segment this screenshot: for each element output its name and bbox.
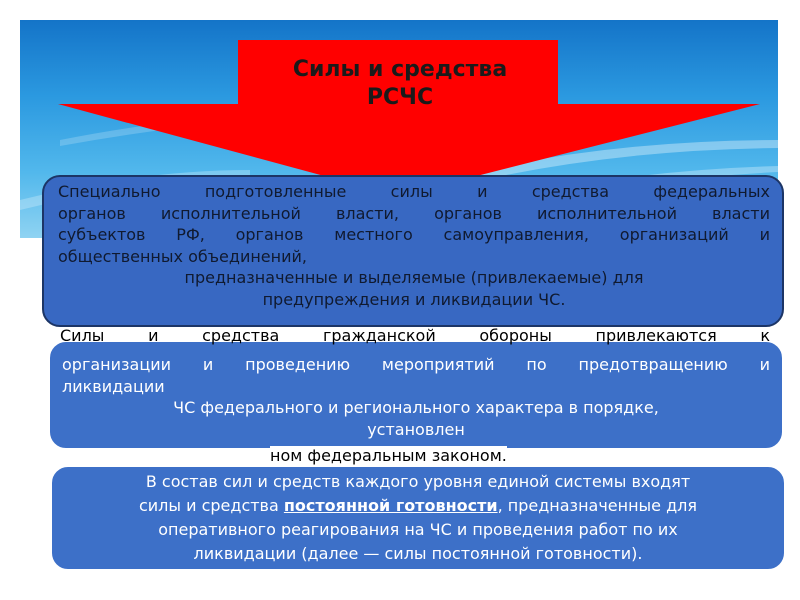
- block3-line-4: ликвидации (далее — силы постоянной готовности).: [193, 544, 643, 563]
- block1-line-2: органов исполнительной власти, органов исполнительной власти: [58, 203, 770, 223]
- arrow-title: [240, 56, 560, 112]
- block3-line-2-post: , предназначенные для: [497, 496, 698, 515]
- permanent-readiness-box: [50, 465, 786, 571]
- block3-line-3: оперативного реагирования на ЧС и проведения работ по их: [158, 520, 678, 539]
- block2-tail: ном федеральным законом.: [270, 446, 507, 465]
- block3-line-2-pre: силы и средства: [138, 496, 284, 515]
- block1-center-line-2: предупреждения и ликвидации ЧС.: [262, 289, 566, 309]
- block2-body: [62, 352, 770, 440]
- block2-line-1: организации и проведению мероприятий по предотвращению и: [62, 355, 770, 374]
- block1-center-line-1: предназначенные и выделяемые (привлекаемые) для: [184, 268, 644, 287]
- block1-line-3: субъектов РФ, органов местного самоуправления, организаций и: [58, 225, 770, 244]
- forces-definition-box: [42, 175, 784, 327]
- block3-line-2: [66, 494, 770, 518]
- block2-center-line-1: ЧС федерального и регионального характера в порядке,: [173, 398, 659, 417]
- block2-center-line-2: установлен: [367, 419, 465, 439]
- title-line-2: РСЧС: [366, 85, 434, 110]
- block3-line-1: В состав сил и средств каждого уровня единой системы входят: [145, 472, 691, 491]
- block1-line-4: общественных объединений,: [58, 246, 307, 266]
- block2-first-line: Силы и средства гражданской обороны привлекаются к: [60, 326, 770, 345]
- title-line-1: Силы и средства: [292, 57, 508, 82]
- block2-line-2: ликвидации: [62, 376, 165, 396]
- permanent-readiness-term: постоянной готовности: [283, 496, 498, 515]
- block1-line-1: Специально подготовленные силы и средства федеральных: [58, 182, 770, 201]
- civil-defense-box: [48, 340, 784, 450]
